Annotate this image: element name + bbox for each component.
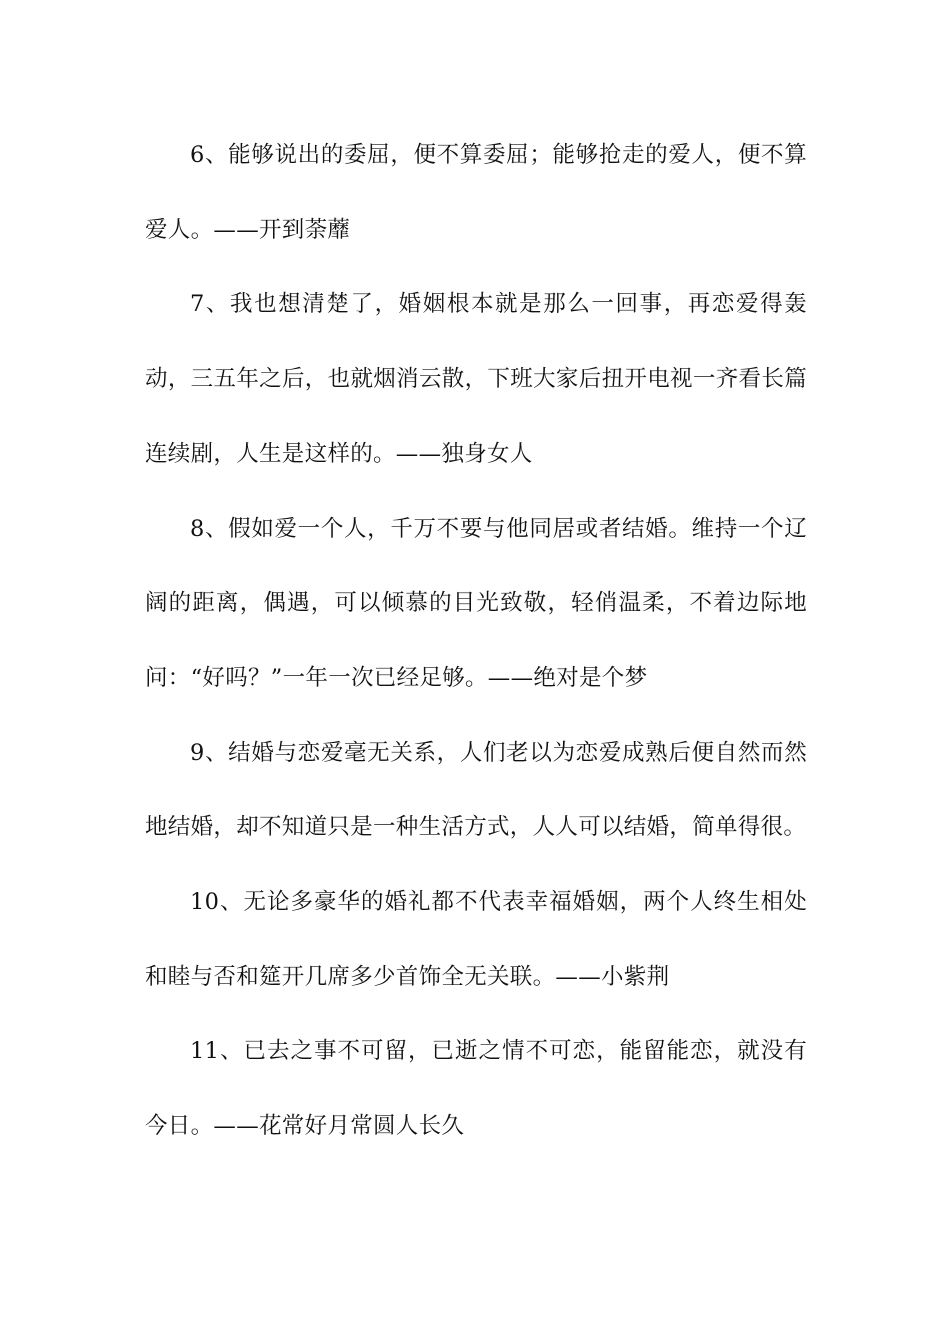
paragraph-9: 9、结婚与恋爱毫无关系，人们老以为恋爱成熟后便自然而然地结婚，却不知道只是一种生活方式，人人可以结婚，简单得很。 bbox=[145, 739, 807, 841]
paragraph-10: 10、无论多豪华的婚礼都不代表幸福婚姻，两个人终生相处和睦与否和筵开几席多少首饰全无关联。——小紫荆 bbox=[145, 889, 807, 990]
document-body bbox=[145, 118, 807, 1164]
paragraph-6: 6、能够说出的委屈，便不算委屈；能够抢走的爱人，便不算爱人。——开到荼蘼 bbox=[145, 142, 807, 243]
paragraph-8: 8、假如爱一个人，千万不要与他同居或者结婚。维持一个辽阔的距离，偶遇，可以倾慕的目光致敬，轻俏温柔，不着边际地问：“好吗？”一年一次已经足够。——绝对是个梦 bbox=[145, 515, 807, 691]
paragraph-7: 7、我也想清楚了，婚姻根本就是那么一回事，再恋爱得轰动，三五年之后，也就烟消云散，下班大家后扭开电视一齐看长篇连续剧，人生是这样的。——独身女人 bbox=[145, 291, 807, 467]
paragraph-11: 11、已去之事不可留，已逝之情不可恋，能留能恋，就没有今日。——花常好月常圆人长久 bbox=[145, 1038, 807, 1140]
